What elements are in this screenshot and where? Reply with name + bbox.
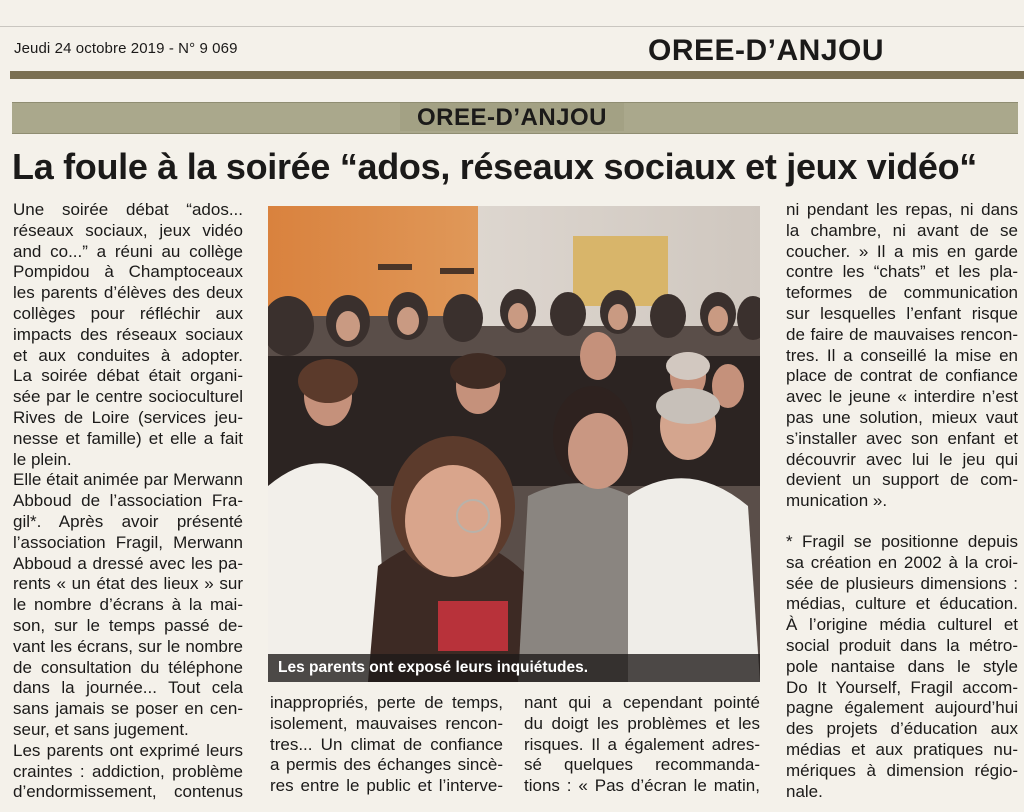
text-line: sé quelques recommanda- xyxy=(524,755,760,775)
audience-photo-illustration xyxy=(268,206,760,682)
text-line: Do It Yourself, Fragil accom- xyxy=(786,677,1018,697)
text-line: réseaux sociaux, jeux vidéo xyxy=(13,220,243,240)
top-rule xyxy=(0,26,1024,27)
text-line: Pompidou à Champtoceaux xyxy=(13,262,243,282)
text-line: la chambre, ni avant de se xyxy=(786,220,1018,240)
text-line: place de contrat de confiance xyxy=(786,366,1018,386)
text-line: Abboud de l’association Fra- xyxy=(13,491,243,511)
text-line: pas une solution, mieux vaut xyxy=(786,407,1018,427)
text-line: isolement, mauvaises rencon- xyxy=(270,713,503,733)
text-line: social produit dans la métro- xyxy=(786,635,1018,655)
text-line: pagne également aujourd’hui xyxy=(786,698,1018,718)
section-title: OREE-D’ANJOU xyxy=(648,34,885,67)
date-issue: Jeudi 24 octobre 2019 - N° 9 069 xyxy=(14,40,238,57)
text-line: munication ». xyxy=(786,491,888,511)
text-line: médias, culture et éducation. xyxy=(786,594,1018,614)
text-line: nant qui a cependant pointé xyxy=(524,693,760,712)
section-band-label: OREE-D’ANJOU xyxy=(416,104,608,131)
text-line: médias et aux pratiques nu- xyxy=(786,739,1018,759)
text-line: de faire de mauvaises rencon- xyxy=(786,324,1018,344)
text-line: s’installer avec son enfant et xyxy=(786,428,1018,448)
text-line: sans jamais se poser en cen- xyxy=(13,699,243,719)
text-line: devient un support de com- xyxy=(786,470,1018,490)
text-line: La soirée débat était organi- xyxy=(13,366,243,386)
text-line: ni pendant les repas, ni dans xyxy=(786,200,1018,219)
masthead-rule xyxy=(10,71,1024,79)
text-line: avec le jeune « interdire n’est xyxy=(786,387,1018,407)
text-line: sée par le centre socioculturel xyxy=(13,387,243,407)
text-line: l’association Fragil, Merwann xyxy=(13,532,243,552)
text-line: le nombre d’écrans à la mai- xyxy=(13,595,243,615)
text-line: teformes de communication xyxy=(786,283,1018,303)
text-line: seur, et sans jugement. xyxy=(13,719,189,739)
text-line: les parents d’élèves des deux xyxy=(13,283,243,303)
text-line: nesse et famille) et elle a fait xyxy=(13,428,243,448)
text-line: des projets d’éducation aux xyxy=(786,719,1018,739)
text-line: découvrir avec lui le jeu qui xyxy=(786,449,1018,469)
text-line: rents « un état des lieux » sur xyxy=(13,574,243,594)
text-line: et aux conduites à adopter. xyxy=(13,345,243,365)
text-line: de consultation du téléphone xyxy=(13,657,243,677)
text-line: Les parents ont exprimé leurs xyxy=(13,740,243,760)
text-line: gil*. Après avoir présenté xyxy=(13,511,243,531)
text-line: dans la journée... Tout cela xyxy=(13,678,243,698)
article-photo xyxy=(268,206,760,682)
text-line: collèges pour réfléchir aux xyxy=(13,303,243,323)
text-line: Rives de Loire (services jeu- xyxy=(13,407,243,427)
text-line: tres... Un climat de confiance xyxy=(270,734,503,754)
photo-caption: Les parents ont exposé leurs inquiétudes. xyxy=(268,654,760,682)
text-line: a permis des échanges sincè- xyxy=(270,755,503,775)
text-line: d’endormissement, contenus xyxy=(13,782,243,802)
paragraph-gap xyxy=(786,512,1018,532)
text-line: son, sur le temps passé de- xyxy=(13,615,243,635)
text-line: le plein. xyxy=(13,449,72,469)
text-line: nale. xyxy=(786,781,823,801)
text-line: coucher. » Il a mis en garde xyxy=(786,241,1018,261)
text-line: craintes : addiction, problème xyxy=(13,761,243,781)
text-line: À l’origine média culturel et xyxy=(786,615,1018,635)
text-line: pole nantaise dans le style xyxy=(786,656,1018,676)
text-line: Elle était animée par Merwann xyxy=(13,470,243,490)
text-line: tions : « Pas d’écran le matin, xyxy=(524,776,760,796)
text-line: contre les “chats” et les pla- xyxy=(786,262,1018,282)
text-line: risques. Il a également adres- xyxy=(524,734,760,754)
text-line: * Fragil se positionne depuis xyxy=(786,531,1018,551)
text-line: sa création en 2002 à la croi- xyxy=(786,552,1018,572)
text-line: inappropriés, perte de temps, xyxy=(270,693,503,712)
article-headline: La foule à la soirée “ados, réseaux sociaux et jeux vidéo“ xyxy=(12,146,978,187)
text-line: du doigt les problèmes et les xyxy=(524,713,760,733)
article-column-3 xyxy=(524,693,760,797)
text-line: mériques à dimension régio- xyxy=(786,760,1018,780)
article-column-2 xyxy=(270,693,503,797)
text-line: Abboud a dressé avec les pa- xyxy=(13,553,243,573)
text-line: Une soirée débat “ados... xyxy=(13,200,243,219)
text-line: impacts des réseaux sociaux xyxy=(13,324,243,344)
text-line: sée de plusieurs dimensions : xyxy=(786,573,1018,593)
text-line: vant les écrans, sur le nombre xyxy=(13,636,243,656)
text-line: tres. Il a conseillé la mise en xyxy=(786,345,1018,365)
article-column-1 xyxy=(13,200,243,803)
text-line: res entre le public et l’interve- xyxy=(270,776,503,796)
article-column-4 xyxy=(786,200,1018,802)
text-line: sur lesquelles l’enfant risque xyxy=(786,303,1018,323)
text-line: and co...” a réuni au collège xyxy=(13,241,243,261)
